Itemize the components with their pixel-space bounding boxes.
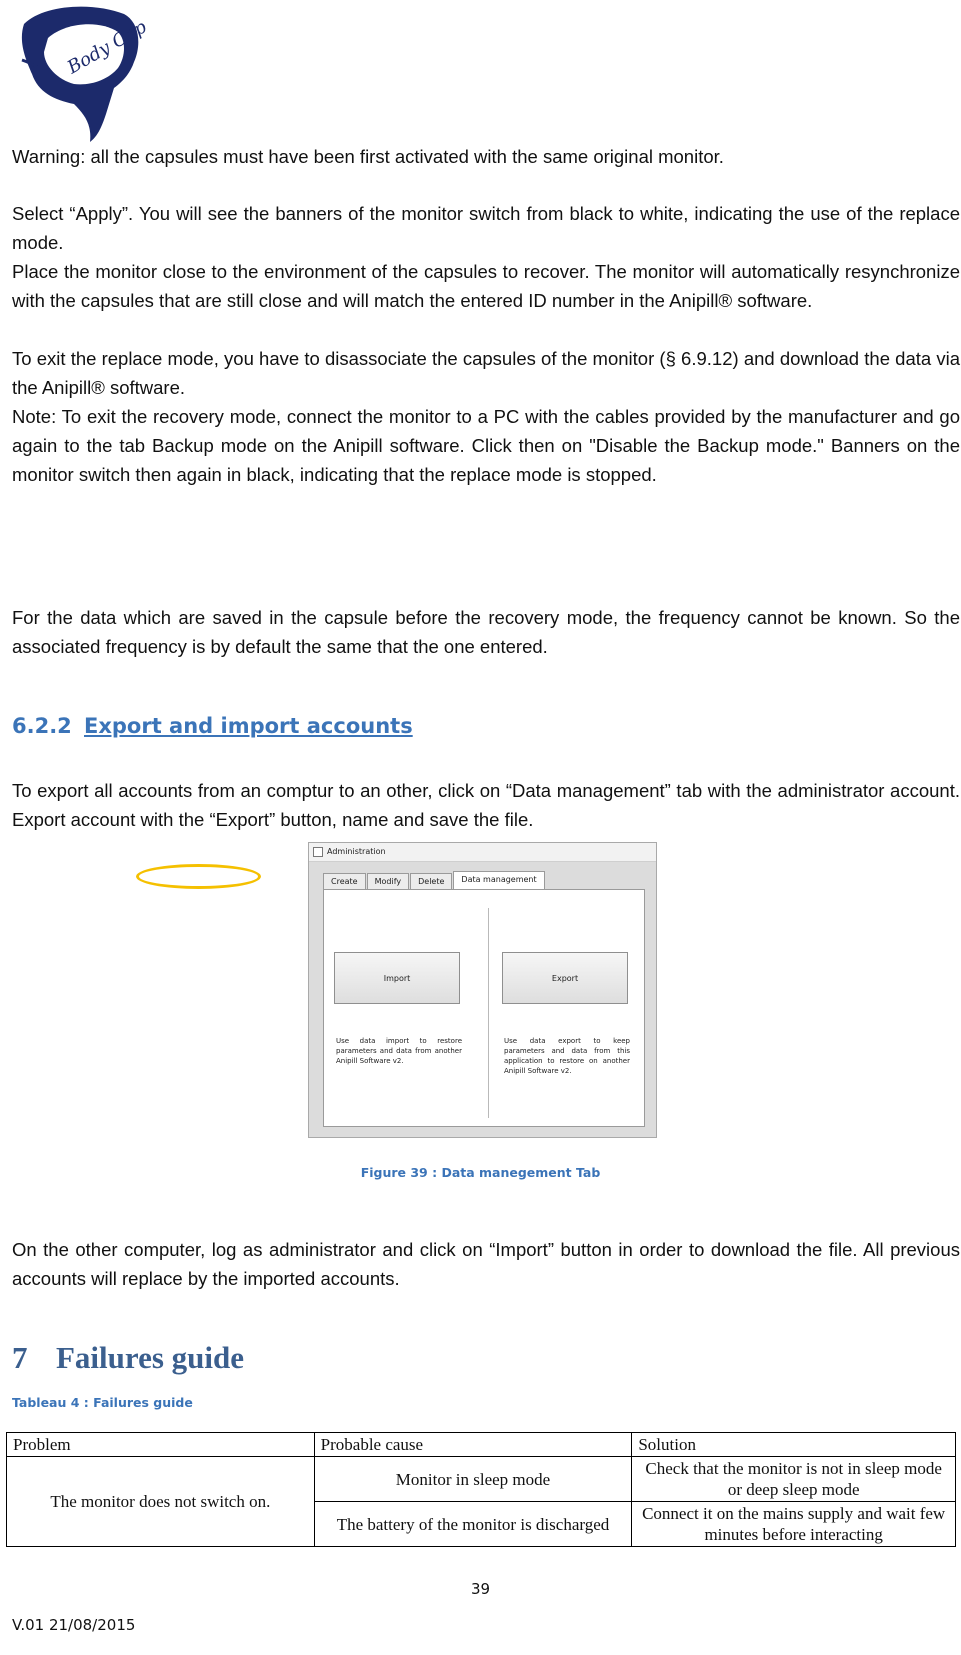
section-number: 6.2.2 [12,714,72,738]
body-cap-logo [14,4,154,144]
tab-data-management[interactable]: Data management [453,871,544,891]
logo-text: Body Cap [63,16,151,79]
section-title: Export and import accounts [84,714,413,738]
import-description: Use data import to restore parameters and data from another Anipill Software v2. [336,1037,462,1065]
header-solution: Solution [632,1433,956,1457]
table-caption: Tableau 4 : Failures guide [12,1395,193,1410]
import-button[interactable] [334,952,460,1004]
figure-caption: Figure 39 : Data manegement Tab [360,1165,601,1180]
window-title: Administration [327,847,386,856]
problem-cell: The monitor does not switch on. [7,1457,315,1547]
highlight-ellipse [136,864,261,889]
export-description: Use data export to keep parameters and data from this application to restore on another Anipill Software v2. [504,1037,630,1075]
tab-create[interactable]: Create [323,873,366,890]
export-button[interactable] [502,952,628,1004]
header-problem: Problem [7,1433,315,1457]
import-button-label: Import [383,973,411,983]
section-heading-6-2-2 [12,714,413,738]
exit-paragraph: To exit the replace mode, you have to disassociate the capsules of the monitor (§ 6.9.12) and download the data via the Anipill® software. [12,348,960,398]
import-paragraph: On the other computer, log as administrator and click on “Import” button in order to download the file. All previous accounts will replace by the imported accounts. [12,1239,960,1289]
export-button-label: Export [551,973,579,983]
solution-cell: Connect it on the mains supply and wait few minutes before interacting [632,1502,956,1547]
table-row [7,1457,956,1502]
tab-panel [323,889,645,1127]
tab-bar [323,873,546,889]
window-icon [313,847,323,857]
note-paragraph: Note: To exit the recovery mode, connect the monitor to a PC with the cables provided by the manufacturer and go again to the tab Backup mode on the Anipill software. Click then on "Disable the Backup mode." Banners on the monitor switch then again in black, indicating that the replace mode is stopped. [12,406,960,485]
failures-table [6,1432,956,1547]
solution-cell: Check that the monitor is not in sleep mode or deep sleep mode [632,1457,956,1502]
section-7-title: Failures guide [56,1340,245,1375]
cause-cell: Monitor in sleep mode [314,1457,632,1502]
frequency-paragraph: For the data which are saved in the capsule before the recovery mode, the frequency cannot be known. So the associated frequency is by default the same that the one entered. [12,607,960,657]
data-management-screenshot [308,842,657,1138]
window-titlebar [309,843,656,862]
table-header-row [7,1433,956,1457]
version-date: V.01 21/08/2015 [12,1616,136,1634]
tab-modify[interactable]: Modify [367,873,410,890]
section-heading-7 [12,1340,244,1376]
panel-divider [488,908,489,1118]
warning-paragraph: Warning: all the capsules must have been first activated with the same original monitor. [12,146,724,167]
export-paragraph: To export all accounts from an comptur to an other, click on “Data management” tab with the administrator account. Export account with the “Export” button, name and save the file. [12,780,960,830]
tab-delete[interactable]: Delete [410,873,452,890]
page-number: 39 [470,1580,491,1598]
apply-paragraph: Select “Apply”. You will see the banners of the monitor switch from black to white, indicating the use of the replace mode. [12,203,960,253]
place-paragraph: Place the monitor close to the environment of the capsules to recover. The monitor will automatically resynchronize with the capsules that are still close and will match the entered ID number in the Anipill® software. [12,261,960,311]
cause-cell: The battery of the monitor is discharged [314,1502,632,1547]
section-7-number: 7 [12,1340,28,1375]
header-probable-cause: Probable cause [314,1433,632,1457]
